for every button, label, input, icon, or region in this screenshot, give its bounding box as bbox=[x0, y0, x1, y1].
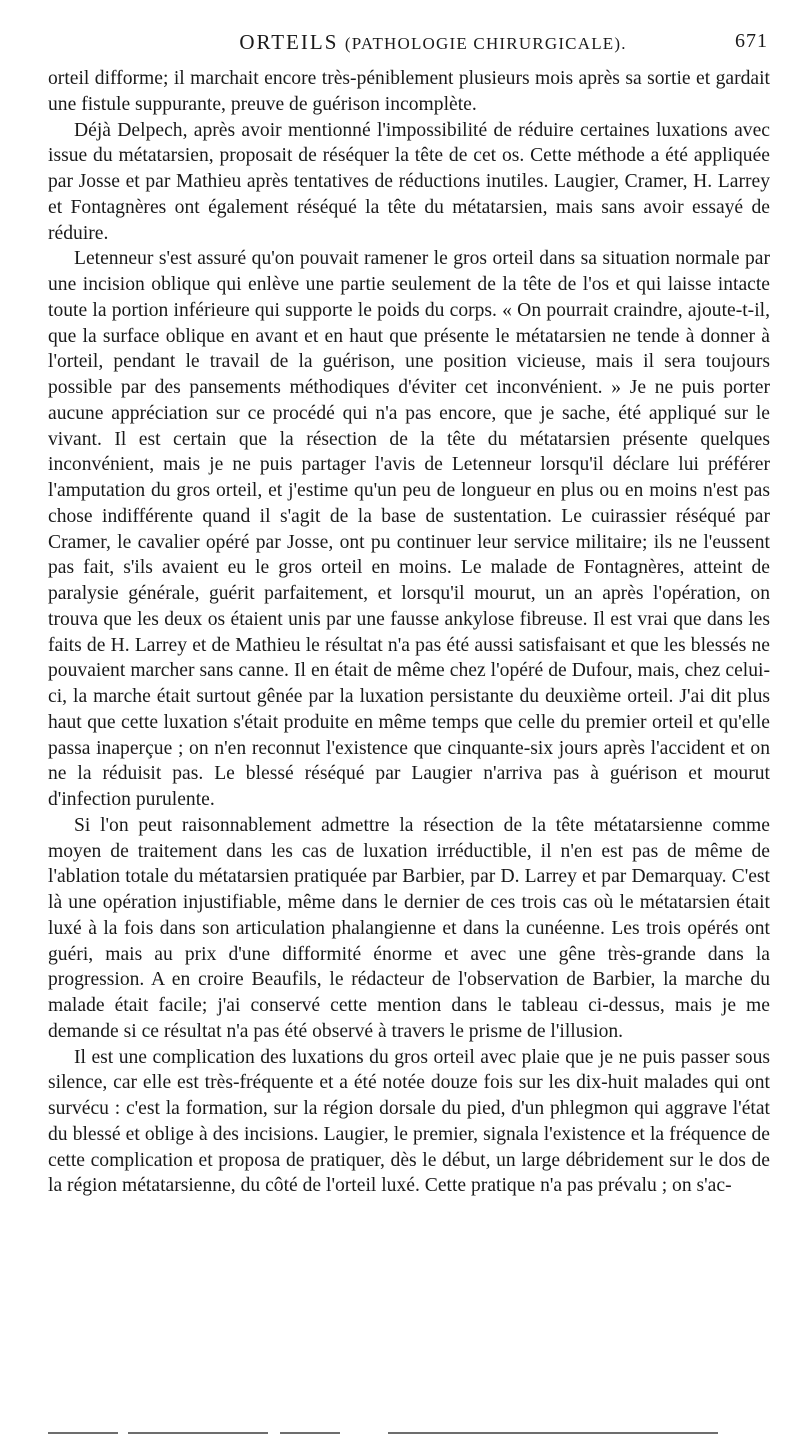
footer-fragment bbox=[48, 1432, 118, 1434]
cut-off-footer-line bbox=[48, 1428, 768, 1438]
running-head-subtitle: (PATHOLOGIE CHIRURGICALE). bbox=[344, 34, 627, 53]
footer-fragment bbox=[280, 1432, 340, 1434]
body-text bbox=[48, 66, 770, 1199]
paragraph: Letenneur s'est assuré qu'on pouvait ramener le gros orteil dans sa situation normale par une incision oblique qui enlève une partie seulement de la tête de l'os et qui laisse intacte toute la portion inférieure qui supporte le poids du corps. « On pourrait craindre, ajoute-t-il, que la surface oblique en avant et en haut que présente le métatarsien ne tende à donner à l'orteil, pendant le travail de la guérison, une position vicieuse, mais il sera toujours possible par des pansements méthodiques d'éviter cet inconvénient. » Je ne puis porter aucune appréciation sur ce procédé qui n'a pas encore, que je sache, été appliqué sur le vivant. Il est certain que la résection de la tête du métatarsien présente quelques inconvénient, mais je ne puis partager l'avis de Letenneur lorsqu'il déclare lui préférer l'amputation du gros orteil, et j'estime qu'un peu de longueur en plus ou en moins n'est pas chose indifférente quand il s'agit de la base de sustentation. Le cuirassier réséqué par Cramer, le cavalier opéré par Josse, ont pu continuer leur service militaire; ils ne l'eussent pas fait, s'ils avaient eu le gros orteil en moins. Le malade de Fontagnères, atteint de paralysie générale, guérit parfaitement, et lorsqu'il mourut, un an après l'opération, on trouva que les deux os étaient unis par une fausse ankylose fibreuse. Il est vrai que dans les faits de H. Larrey et de Mathieu le résultat n'a pas été aussi satisfaisant et que les blessés ne pouvaient marcher sans canne. Il en était de même chez l'opéré de Dufour, mais, chez celui-ci, la marche était surtout gênée par la luxation persistante du deuxième orteil. J'ai dit plus haut que cette luxation s'était produite en même temps que celle du premier orteil et qu'elle passa inaperçue ; on n'en reconnut l'existence que cinquante-six jours après l'accident et on ne la réduisit pas. Le blessé réséqué par Laugier n'arriva pas à guérison et mourut d'infection purulente. bbox=[48, 248, 770, 810]
running-head-title: ORTEILS bbox=[239, 30, 339, 54]
footer-fragment bbox=[388, 1432, 718, 1434]
footer-fragment bbox=[128, 1432, 268, 1434]
running-head bbox=[48, 30, 768, 55]
paragraph: Il est une complication des luxations du gros orteil avec plaie que je ne puis passer sous silence, car elle est très-fréquente et a été notée douze fois sur les dix-huit malades qui ont survécu : c'est la formation, sur la région dorsale du pied, d'un phlegmon qui aggrave l'état du blessé et oblige à des incisions. Laugier, le premier, signala l'existence et la fréquence de cette complication et proposa de pratiquer, dès le début, un large débridement sur le dos de la région métatarsienne, du côté de l'orteil luxé. Cette pratique n'a pas prévalu ; on s'ac- bbox=[48, 1046, 770, 1197]
paragraph: Si l'on peut raisonnablement admettre la résection de la tête métatarsienne comme moyen de traitement dans les cas de luxation irréductible, il n'en est pas de même de l'ablation totale du métatarsien pratiquée par Barbier, par D. Larrey et par Demarquay. C'est là une opération injustifiable, même dans le dernier de ces trois cas où le métatarsien était luxé à la fois dans son articulation phalangienne et dans la cunéenne. Les trois opérés ont guéri, mais au prix d'une difformité énorme et avec une gêne très-grande dans la progression. A en croire Beaufils, le rédacteur de l'observation de Barbier, la marche du malade était facile; j'ai conservé cette mention dans le tableau ci-dessus, mais je me demande si ce résultat n'a pas été observé à travers le prisme de l'illusion. bbox=[48, 814, 770, 1042]
page-number: 671 bbox=[735, 30, 768, 52]
paragraph: orteil difforme; il marchait encore très-péniblement plusieurs mois après sa sortie et gardait une fistule suppurante, preuve de guérison incomplète. bbox=[48, 68, 770, 115]
paragraph: Déjà Delpech, après avoir mentionné l'impossibilité de réduire certaines luxations avec issue du métatarsien, proposait de réséquer la tête de cet os. Cette méthode a été appliquée par Josse et par Mathieu après tentatives de réductions inutiles. Laugier, Cramer, H. Larrey et Fontagnères ont également réséqué la tête du métatarsien, mais sans avoir essayé de réduire. bbox=[48, 119, 770, 244]
page-header bbox=[48, 30, 768, 60]
